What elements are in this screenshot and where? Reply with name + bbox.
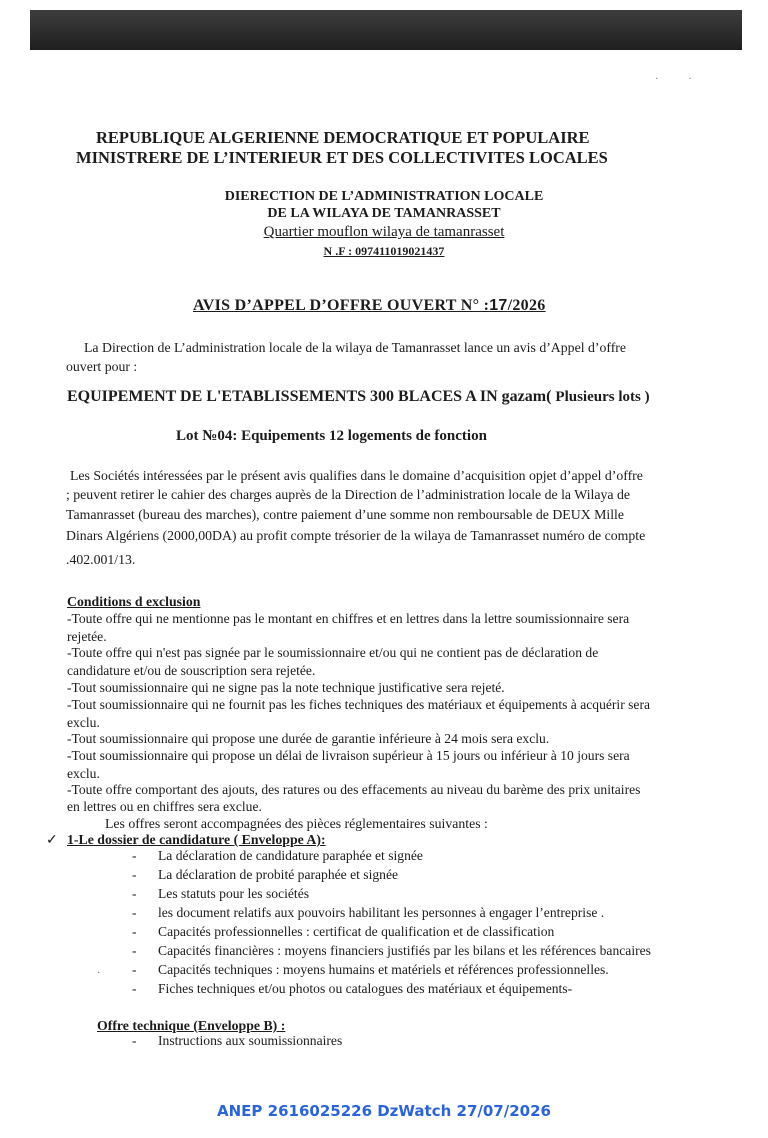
list-item: - La déclaration de candidature paraphée et signée [132,846,651,865]
body-line: Dinars Algériens (2000,00DA) au profit compte trésorier de la wilaya de Tamanrasset numéro de compte [66,528,646,543]
header-republic: REPUBLIQUE ALGERIENNE DEMOCRATIQUE ET POPULAIRE [96,128,590,147]
direction-line1: DIERECTION DE L’ADMINISTRATION LOCALE [224,189,544,204]
condition-line: -Toute offre qui n'est pas signée par le soumissionnaire et/ou qui ne contient pas de déclaration de [67,645,599,660]
condition-line: candidature et/ou de souscription sera rejetée. [67,663,316,678]
scan-marks: ·· [655,74,722,85]
project-lots: Plusieurs lots ) [555,389,650,405]
list-item: - Fiches techniques et/ou photos ou catalogues des matériaux et équipements- [132,979,651,998]
dossier-list [132,846,651,998]
condition-line: exclu. [67,715,100,730]
avis-year: /2026 [507,297,546,314]
offre-technique-heading: Offre technique (Enveloppe B) : [97,1018,286,1033]
checkmark-icon: ✓ [46,833,58,848]
body-line: .402.001/13. [66,552,136,567]
body-line: Les Sociétés intéressées par le présent avis qualifies dans le domaine d’acquisition opjet d’appel d’offre [70,468,643,483]
header-ministry: MINISTRERE DE L’INTERIEUR ET DES COLLECTIVITES LOCALES [76,148,608,167]
condition-line: -Tout soumissionnaire qui propose une durée de garantie inférieure à 24 mois sera exclu. [67,731,550,746]
condition-line: rejetée. [67,629,107,644]
condition-line: -Tout soumissionnaire qui ne fournit pas les fiches techniques des matériaux et équipements à acquérir sera [67,697,651,712]
condition-line: -Toute offre comportant des ajouts, des ratures ou des effacements au niveau du barème des prix unitaires [67,782,641,797]
condition-line: -Tout soumissionnaire qui ne signe pas la note technique justificative sera rejeté. [67,680,505,695]
direction-line2: DE LA WILAYA DE TAMANRASSET [267,206,501,221]
dossier-heading: 1-Le dossier de candidature ( Enveloppe A): [67,832,326,847]
avis-number: 17 [489,297,508,314]
project-title [67,388,650,406]
intro-line2: ouvert pour : [66,359,138,374]
scan-edge-bar [30,10,742,50]
list-item: - Les statuts pour les sociétés [132,884,651,903]
direction-address: Quartier mouflon wilaya de tamanrasset [263,224,505,240]
avis-title [193,297,546,315]
list-item: - Capacités techniques : moyens humains et matériels et références professionnelles. [132,960,651,979]
list-item: - Instructions aux soumissionnaires [132,1031,342,1050]
pieces-intro: Les offres seront accompagnées des pièces réglementaires suivantes : [105,816,488,831]
anep-footer: ANEP 2616025226 DzWatch 27/07/2026 [217,1102,551,1120]
project-name: EQUIPEMENT DE L'ETABLISSEMENTS 300 BLACES A IN gazam( [67,388,552,405]
body-line: Tamanrasset (bureau des marches), contre paiement d’une somme non remboursable de DEUX Mille [66,507,624,522]
list-item: - Capacités financières : moyens financiers justifiés par les bilans et les références bancaires [132,941,651,960]
list-item: - les document relatifs aux pouvoirs habilitant les personnes à engager l’entreprise . [132,903,651,922]
lot-title: Lot №04: Equipements 12 logements de fonction [176,428,487,444]
conditions-heading: Conditions d exclusion [67,594,201,609]
avis-prefix: AVIS D’APPEL D’OFFRE OUVERT N° : [193,297,490,314]
intro-line1: La Direction de L’administration locale de la wilaya de Tamanrasset lance un avis d’Appel d’offre [84,340,627,355]
condition-line: en lettres ou en chiffres sera exclue. [67,799,262,814]
condition-line: exclu. [67,766,100,781]
offre-technique-list [132,1031,342,1050]
direction-nf: N .F : 097411019021437 [323,244,445,258]
condition-line: -Tout soumissionnaire qui propose un délai de livraison supérieur à 15 jours ou inférieur à 10 jours sera [67,748,630,763]
condition-line: -Toute offre qui ne mentionne pas le montant en chiffres et en lettres dans la lettre soumissionnaire sera [67,611,630,626]
list-item: - La déclaration de probité paraphée et signée [132,865,651,884]
list-item: - Capacités professionnelles : certificat de qualification et de classification [132,922,651,941]
body-line: ; peuvent retirer le cahier des charges auprès de la Direction de l’administration locale de la Wilaya de [66,487,630,502]
scan-dot: · [97,968,101,979]
